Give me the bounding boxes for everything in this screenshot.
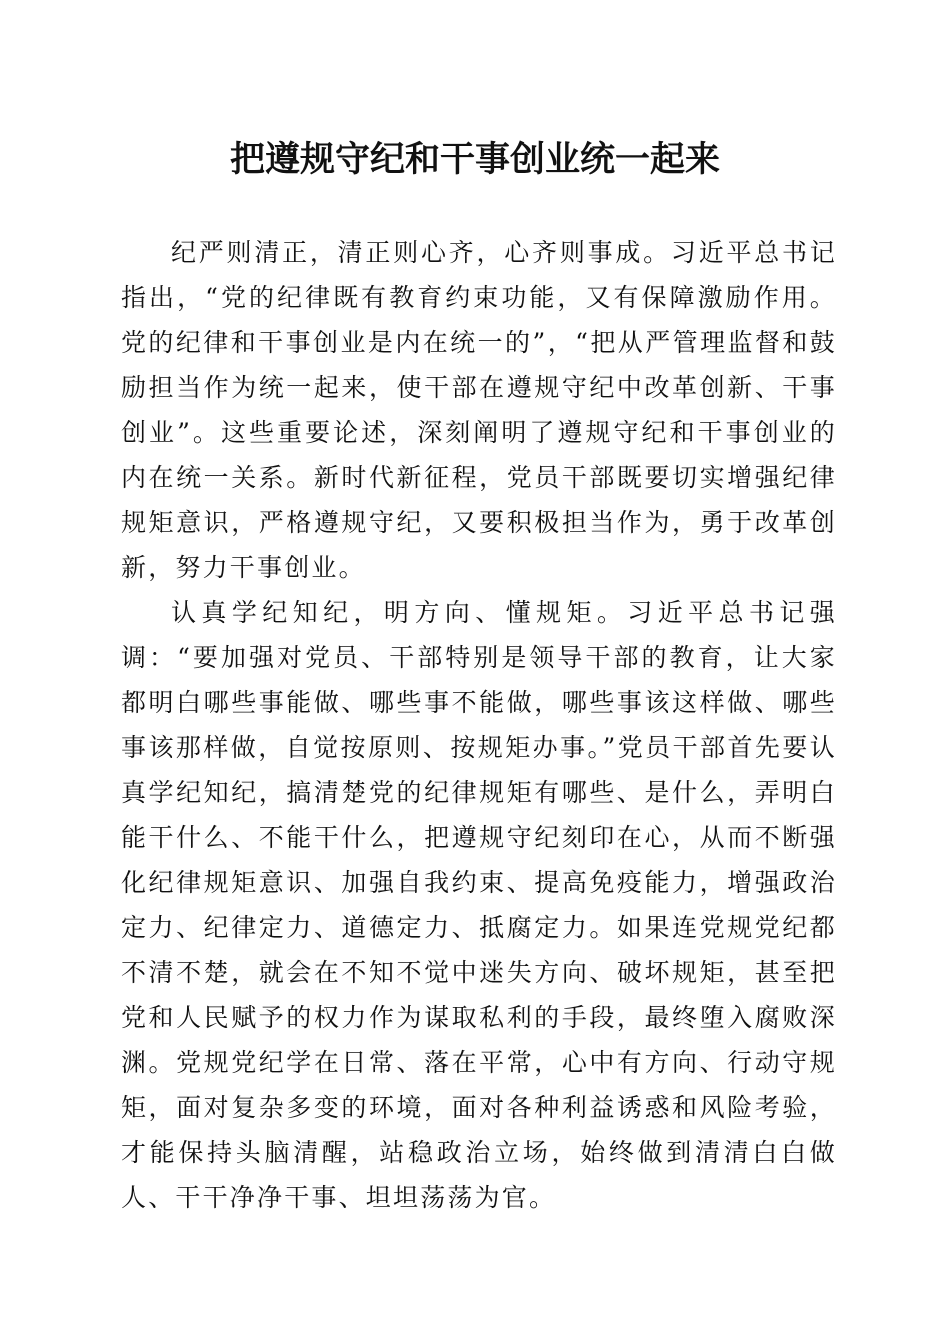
paragraph-2: 认真学纪知纪，明方向、懂规矩。习近平总书记强调：“要加强对党员、干部特别是领导干部的教育，让大家都明白哪些事能做、哪些事不能做，哪些事该这样做、哪些事该那样做，自觉按原则、按规矩办事。”党员干部首先要认真学纪知纪，搞清楚党的纪律规矩有哪些、是什么，弄明白能干什么、不能干什么，把遵规守纪刻印在心，从而不断强化纪律规矩意识、加强自我约束、提高免疫能力，增强政治定力、纪律定力、道德定力、抵腐定力。如果连党规党纪都不清不楚，就会在不知不觉中迷失方向、破坏规矩，甚至把党和人民赋予的权力作为谋取私利的手段，最终堕入腐败深渊。党规党纪学在日常、落在平常，心中有方向、行动守规矩，面对复杂多变的环境，面对各种利益诱惑和风险考验，才能保持头脑清醒，站稳政治立场，始终做到清清白白做人、干干净净干事、坦坦荡荡为官。: [121, 598, 837, 1212]
document-body: [121, 230, 837, 1220]
paragraph-1: 纪严则清正，清正则心齐，心齐则事成。习近平总书记指出，“党的纪律既有教育约束功能，又有保障激励作用。党的纪律和干事创业是内在统一的”，“把从严管理监督和鼓励担当作为统一起来，使干部在遵规守纪中改革创新、干事创业”。这些重要论述，深刻阐明了遵规守纪和干事创业的内在统一关系。新时代新征程，党员干部既要切实增强纪律规矩意识，严格遵规守纪，又要积极担当作为，勇于改革创新，努力干事创业。: [121, 238, 837, 582]
document-title: 把遵规守纪和干事创业统一起来: [229, 139, 720, 180]
